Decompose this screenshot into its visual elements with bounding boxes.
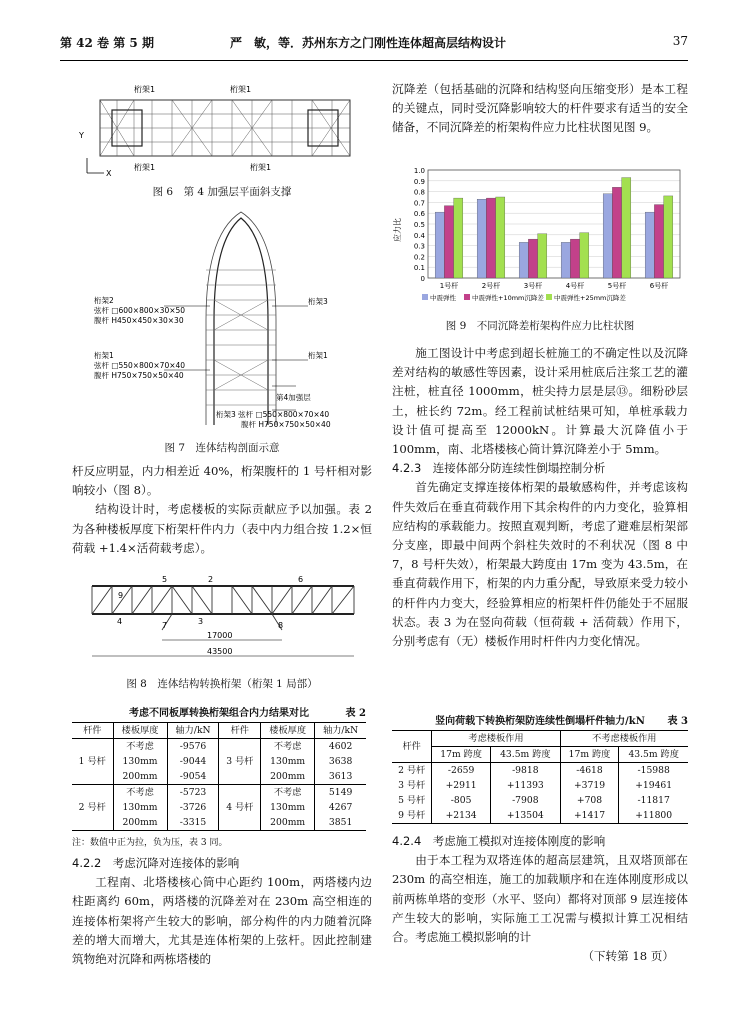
t2-cell: -5723 bbox=[167, 785, 219, 801]
bar-3-4 bbox=[580, 233, 589, 278]
bar-1-3 bbox=[519, 242, 528, 278]
figure-9-chart bbox=[392, 160, 688, 310]
fig8-num-6: 6 bbox=[298, 575, 304, 584]
t3-header-span: 43.5m 跨度 bbox=[490, 747, 560, 763]
t3-cell: -15988 bbox=[619, 763, 688, 779]
fig7-left-top-0: 桁架2 bbox=[94, 296, 114, 305]
t3-cell: 3 号杆 bbox=[398, 780, 426, 791]
figure-7-caption: 图 7 连体结构剖面示意 bbox=[164, 442, 280, 454]
fig6-label-c: 桁架1 bbox=[134, 163, 156, 172]
figure-8-truss-drawing bbox=[82, 572, 364, 668]
t3-cell: +11393 bbox=[490, 778, 560, 793]
bar-2-3 bbox=[528, 239, 537, 278]
continued-note: （下转第 18 页） bbox=[582, 949, 674, 964]
legend-label: 中震弹性+10mm沉降差 bbox=[472, 294, 544, 302]
fig8-num-8: 8 bbox=[278, 621, 284, 630]
t3-cell: -4618 bbox=[560, 763, 619, 779]
t3-cell: +11800 bbox=[619, 808, 688, 824]
article-running-title: 严 敏，等．苏州东方之门刚性连体超高层结构设计 bbox=[230, 36, 507, 50]
fig8-num-5: 5 bbox=[162, 575, 168, 584]
table-3-title: 竖向荷载下转换桁架防连续性倒塌杆件轴力/kN bbox=[435, 716, 645, 727]
table-3-grid bbox=[392, 730, 688, 824]
t2-cell: -9054 bbox=[167, 769, 219, 785]
t3-cell: 2 号杆 bbox=[398, 765, 426, 776]
fig8-num-3: 3 bbox=[198, 617, 204, 626]
table-3-number: 表 3 bbox=[667, 716, 688, 727]
t3-cell: +3719 bbox=[560, 778, 619, 793]
y-tick-label: 0.3 bbox=[413, 242, 425, 251]
t2-cell: -3726 bbox=[167, 800, 219, 815]
t3-header-span: 17m 跨度 bbox=[432, 747, 491, 763]
t2-cell: 不考虑 bbox=[261, 739, 315, 755]
t2-cell: 不考虑 bbox=[113, 785, 167, 801]
t2-header-force-b: 轴力/kN bbox=[315, 723, 366, 739]
t2-cell: 4267 bbox=[315, 800, 366, 815]
fig8-dim-17000: 17000 bbox=[207, 631, 233, 640]
bar-2-1 bbox=[444, 206, 453, 278]
figure-6-caption: 图 6 第 4 加强层平面斜支撑 bbox=[152, 186, 292, 198]
t3-header-member: 杆件 bbox=[392, 731, 432, 763]
t3-cell: +19461 bbox=[619, 778, 688, 793]
t2-cell: -9044 bbox=[167, 754, 219, 769]
bar-2-5 bbox=[612, 187, 621, 278]
t3-cell: -7908 bbox=[490, 793, 560, 808]
bar-1-4 bbox=[561, 242, 570, 278]
fig7-right-mid: 桁架1 bbox=[308, 351, 328, 360]
t2-cell: 不考虑 bbox=[113, 739, 167, 755]
t2-header-member-b: 杆件 bbox=[219, 723, 261, 739]
bar-2-4 bbox=[570, 239, 579, 278]
t3-header-span: 17m 跨度 bbox=[560, 747, 619, 763]
t3-header-without-slab: 不考虑楼板作用 bbox=[560, 731, 688, 747]
y-tick-label: 0.4 bbox=[413, 231, 425, 240]
t3-cell: +708 bbox=[560, 793, 619, 808]
fig7-right-top: 桁架3 bbox=[308, 297, 328, 306]
left-column-upper bbox=[72, 462, 372, 558]
y-tick-label: 0.6 bbox=[413, 210, 425, 219]
fig7-left-top-2: 腹杆 H450×450×30×30 bbox=[94, 316, 184, 325]
right-para-3: 由于本工程为双塔连体的超高层建筑，且双塔顶部在 230m 的高空相连，施工的加载顺序和在连体刚度形成以前两栋单塔的变形（水平、竖向）都将对顶部 9 层连接体产生较大的影响，实际施工工况需与模拟计算工况相结合。考虑施工模拟影响的计 bbox=[392, 853, 688, 945]
journal-volume: 第 42 卷 第 5 期 bbox=[60, 36, 154, 50]
table-2 bbox=[72, 704, 366, 848]
section-4-2-3-heading: 4.2.3 连接体部分防连续性倒塌控制分析 bbox=[392, 461, 606, 476]
y-axis-label: 应力比 bbox=[393, 218, 402, 242]
bar-1-2 bbox=[477, 199, 486, 278]
table-row bbox=[392, 793, 688, 808]
table-row bbox=[392, 808, 688, 824]
t2-member: 2 号杆 bbox=[78, 802, 106, 813]
x-tick-label: 4号杆 bbox=[565, 282, 585, 290]
left-para-2: 结构设计时，考虑楼板的实际贡献应予以加强。表 2 为各种楼板厚度下桁架杆件内力（表中内力组合按 1.2×恒荷载 +1.4×活荷载考虑）。 bbox=[72, 502, 372, 555]
table-3 bbox=[392, 712, 688, 824]
t2-cell: 130mm bbox=[113, 754, 167, 769]
y-tick-label: 0.5 bbox=[413, 221, 425, 229]
y-tick-label: 0.9 bbox=[413, 177, 425, 186]
t3-cell: -11817 bbox=[619, 793, 688, 808]
t2-cell: 130mm bbox=[261, 754, 315, 769]
left-para-3: 工程南、北塔楼核心筒中心距约 100m，两塔楼内边柱距离约 60m，两塔楼的沉降差对在 230m 高空相连的连接体桁架将产生较大的影响，部分构件的内力随着沉降差的增大而增大，尤其是连体桁架的上弦杆。因此控制建筑物绝对沉降和两栋塔楼的 bbox=[72, 875, 372, 967]
y-tick-label: 0 bbox=[420, 275, 425, 283]
t2-cell: 3851 bbox=[315, 815, 366, 831]
right-para-2: 首先确定支撑连接体桁架的最敏感构件，并考虑该构件失效后在垂直荷载作用下其余构件的内力变化，验算相应结构的承载能力。按照直观判断，考虑了避难层桁架部分支座，即最中间两个斜柱失效时的不利状况（图 8 中 7，8 号杆失效），桁架最大跨度由 17m 变为 43.5m，在垂直荷载作用下，桁架的内力重分配，导致原来受力较小的杆件内力变大，经验算相应的桁架杆件仍能处于不屈服状态。表 3 为在竖向荷载（恒荷载 + 活荷载）作用下，分别考虑有（无）楼板作用时杆件内力变化情况。 bbox=[392, 480, 688, 649]
legend-label: 中震弹性 bbox=[430, 294, 456, 302]
x-tick-label: 2号杆 bbox=[481, 282, 501, 290]
section-4-2-4-heading: 4.2.4 考虑施工模拟对连接体刚度的影响 bbox=[392, 834, 606, 848]
t3-header-with-slab: 考虑楼板作用 bbox=[432, 731, 560, 747]
t2-member: 4 号杆 bbox=[219, 785, 261, 831]
t2-header-member-a: 杆件 bbox=[72, 723, 113, 739]
t3-cell: +2134 bbox=[432, 808, 491, 824]
legend-swatch bbox=[464, 294, 470, 300]
x-tick-label: 6号杆 bbox=[649, 282, 669, 290]
table-row bbox=[72, 785, 366, 801]
table-row bbox=[392, 778, 688, 793]
table-2-title: 考虑不同板厚转换桁架组合内力结果对比 bbox=[129, 708, 309, 719]
t2-cell: 130mm bbox=[113, 800, 167, 815]
axis-x-label: X bbox=[106, 169, 112, 178]
t3-cell: +1417 bbox=[560, 808, 619, 824]
table-row bbox=[392, 763, 688, 779]
y-tick-label: 1.0 bbox=[413, 167, 425, 175]
t2-cell: 3638 bbox=[315, 754, 366, 769]
figure-9-caption: 图 9 不同沉降差桁架构件应力比柱状图 bbox=[445, 320, 635, 332]
fig6-label-a: 桁架1 bbox=[134, 85, 156, 94]
fig8-num-9: 9 bbox=[118, 591, 124, 600]
section-4-2-2-heading: 4.2.2 考虑沉降对连接体的影响 bbox=[72, 856, 240, 870]
t3-cell: -2659 bbox=[432, 763, 491, 779]
y-tick-label: 0.7 bbox=[413, 199, 425, 208]
header-rule bbox=[60, 60, 688, 61]
t3-cell: 5 号杆 bbox=[398, 795, 426, 806]
x-tick-label: 3号杆 bbox=[523, 282, 543, 290]
fig7-left-mid-1: 弦杆 □550×800×70×40 bbox=[94, 361, 186, 370]
t2-header-slab-a: 楼板厚度 bbox=[113, 723, 167, 739]
right-column-middle bbox=[392, 344, 688, 651]
left-column-lower bbox=[72, 854, 372, 969]
t2-cell: 4602 bbox=[315, 739, 366, 755]
x-tick-label: 5号杆 bbox=[607, 282, 627, 290]
fig6-label-d: 桁架1 bbox=[250, 163, 272, 172]
t2-cell: -9576 bbox=[167, 739, 219, 755]
bar-1-5 bbox=[603, 194, 612, 278]
t3-cell: 9 号杆 bbox=[398, 810, 426, 821]
x-tick-label: 1号杆 bbox=[439, 282, 459, 290]
table-row bbox=[72, 739, 366, 755]
table-2-title-bar bbox=[72, 704, 366, 719]
figure-8-caption: 图 8 连体结构转换桁架（桁架 1 局部） bbox=[126, 678, 318, 690]
t2-cell: 3613 bbox=[315, 769, 366, 785]
y-tick-label: 0.1 bbox=[413, 264, 425, 273]
t2-member: 1 号杆 bbox=[78, 756, 106, 767]
table-3-title-bar bbox=[392, 712, 688, 727]
bar-1-1 bbox=[435, 212, 444, 278]
t2-cell: 5149 bbox=[315, 785, 366, 801]
bar-3-3 bbox=[538, 234, 547, 278]
fig8-num-4: 4 bbox=[117, 617, 123, 626]
fig6-label-b: 桁架1 bbox=[230, 85, 252, 94]
t2-header-slab-b: 楼板厚度 bbox=[261, 723, 315, 739]
t2-cell: 200mm bbox=[113, 815, 167, 831]
bar-3-5 bbox=[622, 178, 631, 278]
t2-cell: -3315 bbox=[167, 815, 219, 831]
y-tick-label: 0.8 bbox=[413, 188, 425, 197]
fig8-num-7: 7 bbox=[162, 621, 168, 630]
t3-header-span: 43.5m 跨度 bbox=[619, 747, 688, 763]
table-2-number: 表 2 bbox=[345, 708, 366, 719]
t2-cell: 200mm bbox=[261, 769, 315, 785]
axis-y-label: Y bbox=[79, 131, 84, 140]
bar-2-2 bbox=[486, 198, 495, 278]
figure-6-plan-drawing bbox=[72, 78, 372, 178]
y-tick-label: 0.2 bbox=[413, 253, 425, 262]
left-para-1: 杆反应明显，内力相差近 40%，桁架腹杆的 1 号杆相对影响较小（图 8）。 bbox=[72, 464, 372, 498]
t3-cell: +2911 bbox=[432, 778, 491, 793]
bar-3-1 bbox=[454, 198, 463, 278]
t2-header-force-a: 轴力/kN bbox=[167, 723, 219, 739]
bar-1-6 bbox=[645, 212, 654, 278]
fig7-right-bot-1: 腹杆 H750×750×50×40 bbox=[241, 420, 331, 429]
fig7-left-mid-2: 腹杆 H750×750×50×40 bbox=[94, 371, 184, 380]
fig7-right-low: 第4加强层 bbox=[276, 393, 311, 402]
t2-member: 3 号杆 bbox=[219, 739, 261, 785]
bar-2-6 bbox=[654, 205, 663, 278]
t3-cell: -9818 bbox=[490, 763, 560, 779]
page-number: 37 bbox=[672, 34, 688, 48]
right-column-bottom bbox=[392, 832, 688, 966]
fig7-left-top-1: 弦杆 □600×800×30×50 bbox=[94, 306, 186, 315]
right-column-top bbox=[392, 80, 688, 138]
fig7-right-bot-0: 桁架3 弦杆 □550×800×70×40 bbox=[216, 410, 330, 419]
legend-label: 中震弹性+25mm沉降差 bbox=[554, 294, 626, 302]
bar-3-6 bbox=[664, 196, 673, 278]
table-2-grid bbox=[72, 722, 366, 831]
figure-7-section-drawing bbox=[86, 210, 366, 438]
t2-cell: 不考虑 bbox=[261, 785, 315, 801]
legend-swatch bbox=[546, 294, 552, 300]
right-para-0: 沉降差（包括基础的沉降和结构竖向压缩变形）是本工程的关键点，同时受沉降影响较大的杆件要求有适当的安全储备，不同沉降差的桁架构件应力比柱状图见图 9。 bbox=[392, 82, 688, 135]
t2-cell: 200mm bbox=[261, 815, 315, 831]
t2-cell: 130mm bbox=[261, 800, 315, 815]
table-2-note: 注：数值中正为拉，负为压，表 3 同。 bbox=[72, 838, 228, 848]
legend-swatch bbox=[422, 294, 428, 300]
right-para-1: 施工图设计中考虑到超长桩施工的不确定性以及沉降差对结构的敏感性等因素，设计采用桩底后注浆工艺的灌注桩，桩直径 1000mm，桩尖持力层是层⑬。细粉砂层土，桩长约 72m。经工程前试桩结果可知，单桩承载力设计值可提高至 12000kN。计算最大沉降值小于 100mm，南、北塔楼核心筒计算沉降差小于 5mm。 bbox=[392, 346, 688, 457]
t3-cell: +13504 bbox=[490, 808, 560, 824]
running-header bbox=[60, 34, 688, 56]
t2-cell: 200mm bbox=[113, 769, 167, 785]
fig8-dim-43500: 43500 bbox=[207, 647, 233, 656]
fig8-num-2: 2 bbox=[208, 575, 214, 584]
fig7-left-mid-0: 桁架1 bbox=[94, 351, 114, 360]
bar-3-2 bbox=[496, 197, 505, 278]
t3-cell: -805 bbox=[432, 793, 491, 808]
